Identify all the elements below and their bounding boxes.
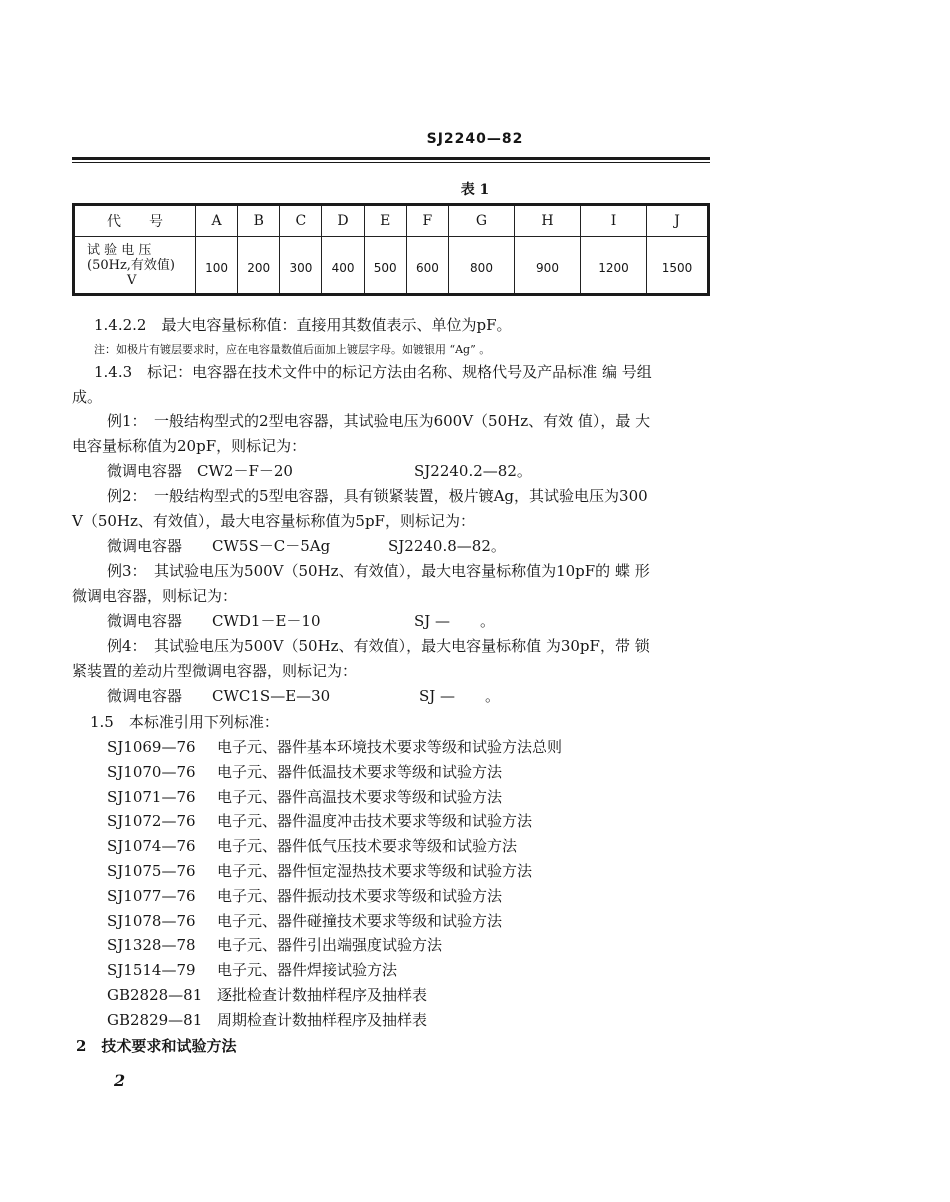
reference-item (107, 861, 532, 881)
reference-item (107, 935, 442, 955)
reference-code: SJ1070—76 (107, 762, 196, 781)
reference-code: SJ1514—79 (107, 961, 196, 980)
paragraph-1-4-3: 1.4.3 标记：电容器在技术文件中的标记方法由名称、规格代号及产品标准 编 号组 (94, 363, 652, 381)
reference-title: 电子元、器件温度冲击技术要求等级和试验方法 (217, 812, 533, 831)
table-cell: 1200 (581, 237, 647, 294)
reference-code: GB2828—81 (107, 986, 203, 1004)
example-1-text: 例1： 一般结构型式的2型电容器，其试验电压为600V（50Hz、有效 值），最 大 (107, 412, 651, 430)
reference-code: SJ1072—76 (107, 812, 196, 831)
example-2-marking: 微调电容器 CW5S－C－5Ag (107, 537, 331, 555)
reference-item (107, 985, 427, 1005)
table-cell: 900 (515, 237, 581, 294)
reference-title: 电子元、器件低温技术要求等级和试验方法 (217, 762, 503, 781)
paragraph-1-4-3-cont: 成。 (72, 388, 103, 406)
row-label-line1: 试 验 电 压 (87, 242, 152, 258)
example-2-text: 例2： 一般结构型式的5型电容器，具有锁紧装置，极片镀Ag，其试验电压为300 (107, 487, 648, 505)
table-row-label (74, 237, 196, 294)
reference-code: SJ1078—76 (107, 911, 196, 930)
example-3-text: 例3： 其试验电压为500V（50Hz、有效值），最大电容量标称值为10pF的 蝶 形 (107, 562, 650, 580)
table-col-header: G (449, 206, 515, 237)
example-1-marking: 微调电容器 CW2－F－20 (107, 462, 293, 480)
reference-title: 电子元、器件振动技术要求等级和试验方法 (217, 886, 503, 905)
example-4-text: 例4： 其试验电压为500V（50Hz、有效值），最大电容量标称值 为30pF，带 锁 (107, 637, 650, 655)
voltage-code-table (72, 203, 710, 296)
table-cell: 300 (280, 237, 322, 294)
table-cell: 500 (364, 237, 406, 294)
reference-title: 电子元、器件低气压技术要求等级和试验方法 (217, 837, 518, 856)
reference-item (107, 960, 397, 980)
paragraph-1-4-2-2: 1.4.2.2 最大电容量标称值：直接用其数值表示、单位为pF。 (94, 316, 512, 334)
reference-code: GB2829—81 (107, 1010, 203, 1029)
standard-code-header: SJ2240—82 (426, 131, 524, 147)
reference-code: SJ1074—76 (107, 837, 196, 856)
table-col-header: D (322, 206, 364, 237)
reference-title: 电子元、器件高温技术要求等级和试验方法 (217, 787, 503, 806)
table-cell: 1500 (647, 237, 709, 294)
example-3-marking: 微调电容器 CWD1－E－10 (107, 612, 321, 630)
reference-item (107, 787, 502, 807)
reference-item (107, 836, 517, 856)
example-4-standard: SJ — 。 (419, 687, 501, 705)
reference-item (107, 886, 502, 906)
reference-title: 周期检查计数抽样程序及抽样表 (217, 1010, 428, 1029)
reference-code: SJ1071—76 (107, 787, 196, 806)
example-2-standard: SJ2240.8—82。 (388, 537, 506, 555)
table-col-header: H (515, 206, 581, 237)
example-4-marking: 微调电容器 CWC1S—E—30 (107, 687, 331, 705)
reference-item (107, 911, 502, 931)
example-1-text-cont: 电容量标称值为20pF，则标记为： (72, 437, 307, 455)
table-col-header: F (406, 206, 448, 237)
reference-title: 逐批检查计数抽样程序及抽样表 (217, 986, 428, 1004)
table-data-row (74, 237, 709, 294)
example-2-text-cont: V（50Hz、有效值），最大电容量标称值为5pF，则标记为： (72, 512, 475, 530)
reference-item (107, 811, 532, 831)
table-col-header: B (238, 206, 280, 237)
reference-item (107, 1010, 427, 1030)
reference-title: 电子元、器件碰撞技术要求等级和试验方法 (217, 911, 503, 930)
header-rule-thick (72, 157, 710, 160)
table-col-header: J (647, 206, 709, 237)
reference-title: 电子元、器件引出端强度试验方法 (217, 936, 443, 955)
row-label-line3: V (127, 272, 137, 288)
table-col-header: A (196, 206, 238, 237)
row-label-line2: (50Hz,有效值) (87, 257, 176, 273)
table-col-header: C (280, 206, 322, 237)
table-cell: 600 (406, 237, 448, 294)
reference-code: SJ1075—76 (107, 862, 196, 880)
page-number: 2 (114, 1071, 126, 1090)
table-header-row (74, 206, 709, 237)
paragraph-note: 注：如极片有镀层要求时，应在电容量数值后面加上镀层字母。如镀银用 “Ag” 。 (94, 343, 491, 356)
paragraph-1-5: 1.5 本标准引用下列标准： (90, 713, 279, 731)
reference-title: 电子元、器件焊接试验方法 (217, 961, 398, 980)
example-1-standard: SJ2240.2—82。 (414, 462, 532, 480)
table-header-label: 代 号 (74, 206, 196, 237)
reference-code: SJ1069—76 (107, 738, 196, 756)
table-col-header: I (581, 206, 647, 237)
reference-code: SJ1328—78 (107, 936, 196, 955)
example-4-text-cont: 紧装置的差动片型微调电容器，则标记为： (72, 662, 358, 680)
reference-title: 电子元、器件基本环境技术要求等级和试验方法总则 (217, 738, 563, 756)
table-cell: 200 (238, 237, 280, 294)
table-cell: 800 (449, 237, 515, 294)
reference-item (107, 737, 562, 757)
header-rule-thin (72, 162, 710, 163)
section-2-heading: 2 技术要求和试验方法 (76, 1037, 237, 1055)
example-3-text-cont: 微调电容器，则标记为： (72, 587, 238, 605)
table-caption: 表 1 (460, 182, 490, 198)
reference-code: SJ1077—76 (107, 886, 196, 905)
table-cell: 100 (196, 237, 238, 294)
table-cell: 400 (322, 237, 364, 294)
example-3-standard: SJ — 。 (414, 612, 496, 630)
reference-title: 电子元、器件恒定湿热技术要求等级和试验方法 (217, 862, 533, 880)
table-col-header: E (364, 206, 406, 237)
reference-item (107, 762, 502, 782)
